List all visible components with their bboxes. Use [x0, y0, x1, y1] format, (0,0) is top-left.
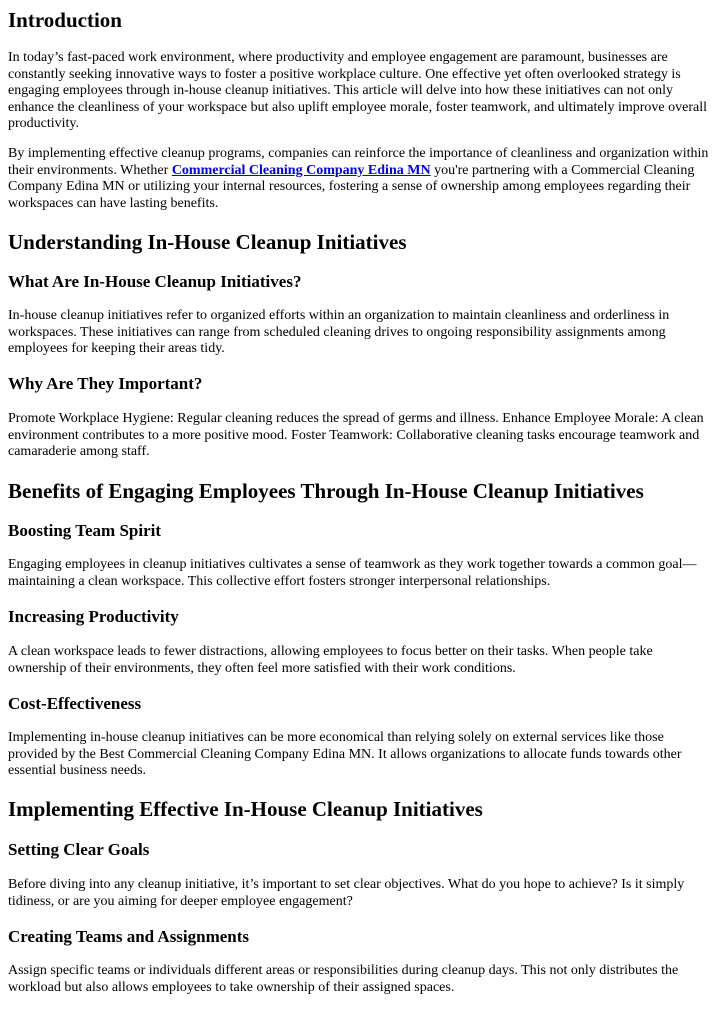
- what-are-heading: What Are In-House Cleanup Initiatives?: [8, 272, 302, 291]
- commercial-cleaning-link[interactable]: Commercial Cleaning Company Edina MN: [171, 162, 431, 178]
- cost-effectiveness-paragraph: Implementing in-house cleanup initiatives can be more economical than relying solely on external services like those provided by the Best Commercial Cleaning Company Edina MN. It allows organizations to allocate funds towards other essential business needs.: [8, 730, 682, 778]
- teams-assignments-paragraph: Assign specific teams or individuals different areas or responsibilities during cleanup days. This not only distributes the workload but also allows employees to take ownership of their assigned spaces.: [8, 963, 679, 995]
- intro-paragraph-2-start: By implementing effective cleanup programs, companies can reinforce the importance of cleanliness and organization within their environments. Whether: [8, 146, 709, 178]
- intro-paragraph-2: [8, 146, 712, 212]
- clear-goals-heading: Setting Clear Goals: [8, 840, 150, 859]
- understanding-heading: Understanding In-House Cleanup Initiatives: [8, 230, 407, 254]
- intro-paragraph-1: In today’s fast-paced work environment, where productivity and employee engagement are paramount, businesses are constantly seeking innovative ways to foster a positive workplace culture. One effective yet often overlooked strategy is engaging employees through in-house cleanup initiatives. This article will delve into how these initiatives can not only enhance the cleanliness of your workspace but also uplift employee morale, foster teamwork, and ultimately improve overall productivity.: [8, 50, 707, 131]
- teams-assignments-heading: Creating Teams and Assignments: [8, 927, 250, 946]
- why-important-heading: Why Are They Important?: [8, 374, 203, 393]
- team-spirit-heading: Boosting Team Spirit: [8, 521, 162, 540]
- what-are-paragraph: In-house cleanup initiatives refer to organized efforts within an organization to maintain cleanliness and orderliness in workspaces. These initiatives can range from scheduled cleaning drives to ongoing responsibility assignments among employees for keeping their areas tidy.: [8, 308, 670, 356]
- team-spirit-paragraph: Engaging employees in cleanup initiatives cultivates a sense of teamwork as they work together towards a common goal—maintaining a clean workspace. This collective effort fosters stronger interpersonal relationships.: [8, 557, 697, 589]
- implementing-heading: Implementing Effective In-House Cleanup Initiatives: [8, 797, 483, 821]
- introduction-heading: Introduction: [8, 8, 122, 32]
- cost-effectiveness-heading: Cost-Effectiveness: [8, 694, 142, 713]
- productivity-paragraph: A clean workspace leads to fewer distractions, allowing employees to focus better on their tasks. When people take ownership of their environments, they often feel more satisfied with their work conditions.: [8, 644, 653, 676]
- benefits-heading: Benefits of Engaging Employees Through In-House Cleanup Initiatives: [8, 479, 644, 503]
- productivity-heading: Increasing Productivity: [8, 607, 179, 626]
- intro-paragraph-2-end: you're partnering with a Commercial Cleaning Company Edina MN or utilizing your internal resources, fostering a sense of ownership among employees regarding their workspaces can have lasting benefits.: [8, 162, 695, 211]
- clear-goals-paragraph: Before diving into any cleanup initiative, it’s important to set clear objectives. What do you hope to achieve? Is it simply tidiness, or are you aiming for deeper employee engagement?: [8, 877, 685, 909]
- why-important-paragraph: Promote Workplace Hygiene: Regular cleaning reduces the spread of germs and illness. Enhance Employee Morale: A clean environment contributes to a more positive mood. Foster Teamwork: Collaborative cleaning tasks encourage teamwork and camaraderie among staff.: [8, 411, 704, 459]
